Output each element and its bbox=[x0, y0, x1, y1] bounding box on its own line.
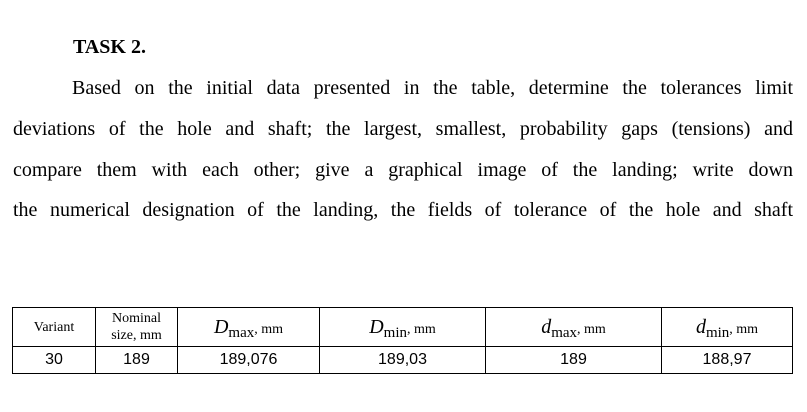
paragraph-line-1: Based on the initial data presented in the table, determine the tolerances limit bbox=[72, 77, 793, 99]
data-table bbox=[12, 307, 793, 374]
cell-hole-min: 189,03 bbox=[320, 347, 486, 374]
header-hole-min-sub: min bbox=[383, 324, 407, 341]
header-shaft-max-sub: max bbox=[551, 324, 578, 341]
header-nominal-line2: size, mm bbox=[111, 328, 162, 343]
header-hole-max-letter: D bbox=[213, 315, 229, 338]
paragraph-line-4: the numerical designation of the landing, the fields of tolerance of the hole and shaft bbox=[13, 199, 793, 221]
header-hole-min-letter: D bbox=[369, 315, 384, 338]
cell-nominal: 189 bbox=[96, 347, 178, 374]
header-hole-min bbox=[320, 308, 486, 347]
table-header-row bbox=[13, 308, 793, 347]
task-title: TASK 2. bbox=[73, 36, 146, 58]
header-nominal-line1: Nominal bbox=[112, 311, 161, 326]
header-variant bbox=[13, 308, 96, 347]
header-shaft-min-unit: , mm bbox=[729, 321, 759, 337]
header-hole-min-unit: , mm bbox=[407, 321, 436, 337]
paragraph-line-2: deviations of the hole and shaft; the largest, smallest, probability gaps (tensions) and bbox=[13, 118, 793, 140]
paragraph-line-3: compare them with each other; give a graphical image of the landing; write down bbox=[13, 159, 793, 181]
header-shaft-max bbox=[486, 308, 662, 347]
header-shaft-min-letter: d bbox=[695, 315, 706, 338]
header-hole-max-sub: max bbox=[228, 324, 255, 341]
cell-hole-max: 189,076 bbox=[178, 347, 320, 374]
table-row bbox=[13, 347, 793, 374]
header-shaft-min-sub: min bbox=[705, 324, 730, 341]
cell-variant: 30 bbox=[13, 347, 96, 374]
header-shaft-max-unit: , mm bbox=[577, 321, 606, 337]
cell-shaft-max: 189 bbox=[486, 347, 662, 374]
header-shaft-min bbox=[662, 308, 793, 347]
header-hole-max-unit: , mm bbox=[254, 321, 284, 337]
header-hole-max bbox=[178, 308, 320, 347]
header-shaft-max-letter: d bbox=[541, 315, 552, 338]
header-variant-label: Variant bbox=[33, 320, 75, 335]
cell-shaft-min: 188,97 bbox=[662, 347, 793, 374]
header-nominal-size bbox=[96, 308, 178, 347]
